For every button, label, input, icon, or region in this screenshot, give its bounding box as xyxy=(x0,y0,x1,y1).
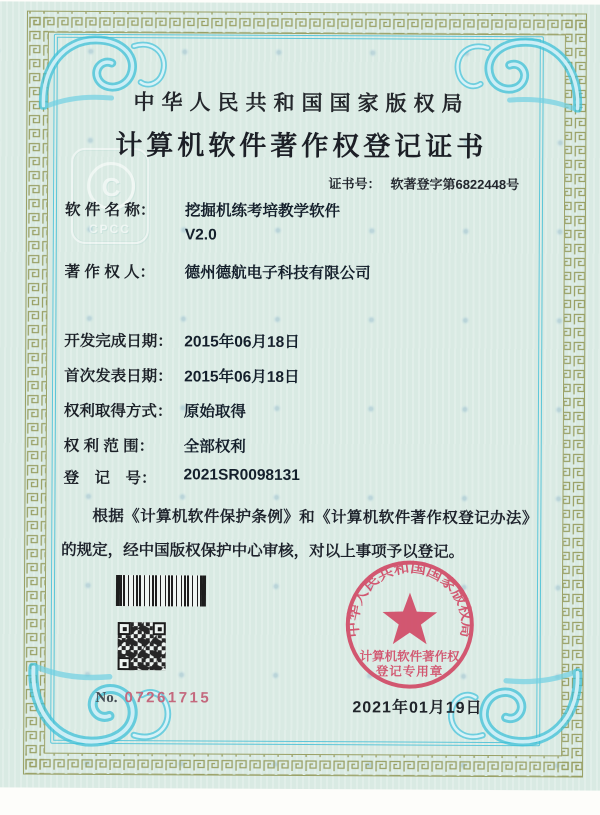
field-dev-complete-date xyxy=(64,329,300,352)
field-value: 原始取得 xyxy=(183,403,246,421)
field-label: 开发完成日期： xyxy=(64,332,173,351)
field-rights-scope xyxy=(64,434,246,457)
pdf417-barcode xyxy=(116,575,206,606)
field-value: 德州德航电子科技有限公司 xyxy=(184,264,371,283)
field-first-publish-date xyxy=(64,364,300,387)
certificate-sheet xyxy=(0,1,600,790)
field-value: 挖掘机练考培教学软件 xyxy=(184,202,341,221)
issuing-authority: 中华人民共和国国家版权局 xyxy=(133,90,470,116)
field-value: 2015年06月18日 xyxy=(184,333,300,351)
seal-inner-line2: 登记专用章 xyxy=(375,664,444,679)
field-copyright-owner xyxy=(65,260,371,284)
copyright-c-icon: C xyxy=(87,162,135,210)
qr-code xyxy=(118,622,166,670)
field-value: 全部权利 xyxy=(183,438,246,456)
certificate-number-line xyxy=(328,173,519,193)
serial-prefix: No. xyxy=(95,689,118,707)
qr-finder-icon xyxy=(153,622,166,635)
field-rights-acquisition xyxy=(64,399,246,422)
registration-statement: 根据《计算机软件保护条例》和《计算机软件著作权登记办法》的规定，经中国版权保护中心审核，对以上事项予以登记。 xyxy=(61,507,538,561)
cpcc-watermark-text: CPCC xyxy=(88,221,131,237)
field-label: 权 利 范 围： xyxy=(63,437,155,456)
qr-finder-icon xyxy=(118,622,131,635)
field-label: 软 件 名 称： xyxy=(64,201,156,220)
official-red-seal xyxy=(339,554,481,696)
seal-star-icon xyxy=(382,592,437,644)
field-label: 权利取得方式： xyxy=(63,402,173,421)
seal-ring-text: 中华人民共和国国家版权局 xyxy=(346,561,474,638)
serial-number-line xyxy=(95,689,211,708)
certificate-number-label: 证书号： xyxy=(328,176,381,192)
field-label: 首次发表日期： xyxy=(64,367,173,386)
field-label: 著 作 权 人： xyxy=(64,263,156,282)
serial-number: 07261715 xyxy=(124,689,212,707)
issue-date: 2021年01月19日 xyxy=(352,699,483,717)
certificate-number-value: 软著登字第6822448号 xyxy=(390,176,520,193)
field-value: 2015年06月18日 xyxy=(184,368,300,386)
certificate-content xyxy=(0,1,600,790)
seal-inner-line1: 计算机软件著作权 xyxy=(359,649,460,664)
field-registration-number xyxy=(64,466,300,489)
field-software-name xyxy=(65,198,340,245)
field-value-version: V2.0 xyxy=(184,226,217,244)
field-value: 2021SR0098131 xyxy=(183,466,300,485)
qr-finder-icon xyxy=(118,657,131,670)
certificate-title: 计算机软件著作权登记证书 xyxy=(115,130,488,162)
field-label: 登 记 号： xyxy=(63,469,157,488)
